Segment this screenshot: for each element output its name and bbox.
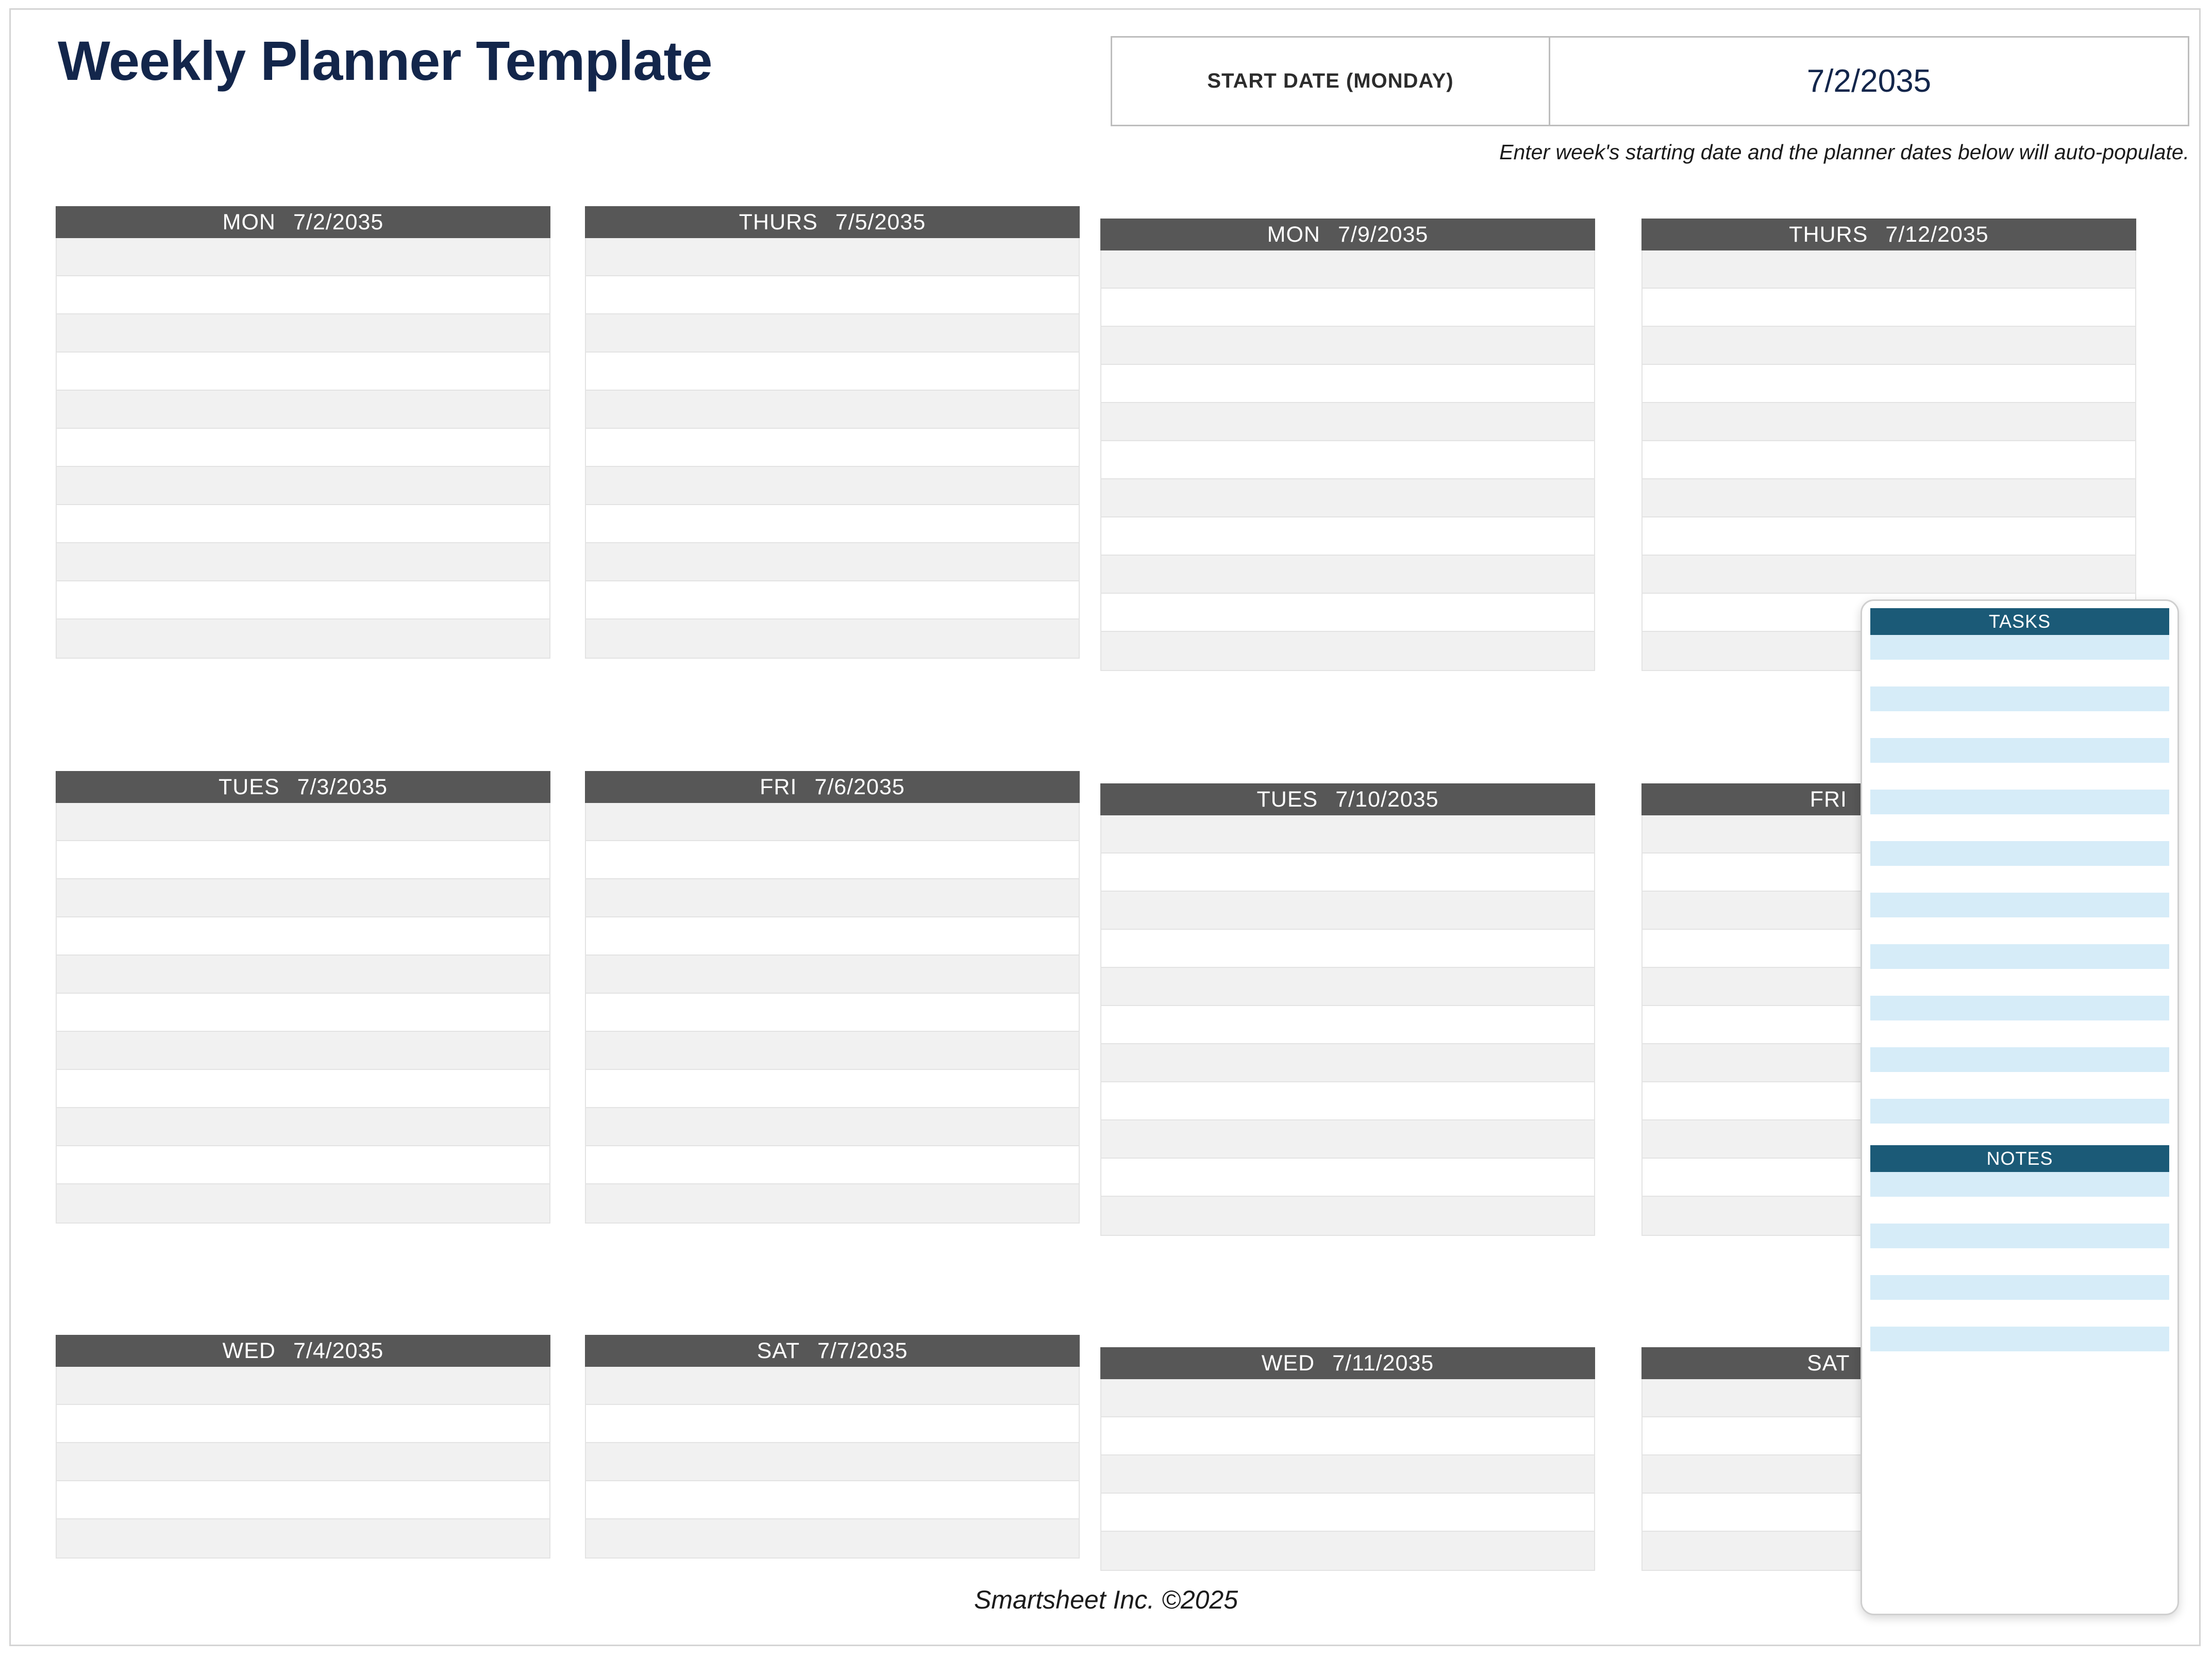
day-block (585, 206, 1080, 659)
day-entry-row[interactable] (586, 994, 1079, 1032)
task-row[interactable] (1870, 661, 2169, 686)
day-block (56, 206, 550, 659)
task-row[interactable] (1870, 841, 2169, 867)
day-entry-row[interactable] (57, 1184, 549, 1222)
task-row[interactable] (1870, 738, 2169, 764)
day-entry-row[interactable] (1101, 594, 1594, 632)
tasks-header: TASKS (1870, 608, 2169, 635)
task-row[interactable] (1870, 790, 2169, 815)
footer-credit: Smartsheet Inc. ©2025 (974, 1585, 1238, 1614)
day-entry-row[interactable] (586, 353, 1079, 391)
day-block (1100, 783, 1595, 1236)
task-row[interactable] (1870, 686, 2169, 712)
day-entry-row[interactable] (586, 238, 1079, 276)
page-title: Weekly Planner Template (58, 29, 712, 92)
day-entry-row[interactable] (1643, 479, 2135, 517)
task-row[interactable] (1870, 1099, 2169, 1125)
day-entry-row[interactable] (586, 505, 1079, 543)
day-entry-row[interactable] (1101, 1532, 1594, 1570)
day-entry-row[interactable] (57, 1032, 549, 1070)
day-entry-row[interactable] (586, 956, 1079, 994)
note-row[interactable] (1870, 1224, 2169, 1249)
day-entry-row[interactable] (586, 619, 1079, 658)
notes-rows[interactable] (1870, 1172, 2169, 1352)
day-entry-row[interactable] (57, 1108, 549, 1146)
day-entry-row[interactable] (57, 429, 549, 467)
day-entry-row[interactable] (1101, 1455, 1594, 1494)
note-row[interactable] (1870, 1172, 2169, 1198)
day-header (1641, 219, 2136, 250)
day-entry-row[interactable] (586, 1184, 1079, 1222)
day-entry-row[interactable] (57, 879, 549, 917)
day-entry-row[interactable] (57, 505, 549, 543)
task-row[interactable] (1870, 1073, 2169, 1099)
day-header (585, 1335, 1080, 1367)
day-entry-row[interactable] (586, 1481, 1079, 1519)
day-block (56, 771, 550, 1224)
start-date-input[interactable]: 7/2/2035 (1806, 63, 1932, 99)
task-row[interactable] (1870, 944, 2169, 970)
day-entry-row[interactable] (1643, 327, 2135, 365)
tasks-rows[interactable] (1870, 635, 2169, 1125)
day-entry-row[interactable] (1101, 1417, 1594, 1455)
day-entry-row[interactable] (57, 956, 549, 994)
day-entry-row[interactable] (586, 391, 1079, 429)
start-date-box (1111, 36, 2189, 126)
task-row[interactable] (1870, 1047, 2169, 1073)
day-entry-row[interactable] (57, 1443, 549, 1481)
day-entry-row[interactable] (1101, 632, 1594, 670)
day-entry-row[interactable] (586, 429, 1079, 467)
day-name: MON (1267, 222, 1320, 247)
day-entry-row[interactable] (57, 841, 549, 879)
task-row[interactable] (1870, 1021, 2169, 1047)
day-entry-row[interactable] (1643, 517, 2135, 556)
day-header (1100, 219, 1595, 250)
day-entry-row[interactable] (586, 1070, 1079, 1108)
day-entry-row[interactable] (586, 1367, 1079, 1405)
day-date: 7/10/2035 (1335, 786, 1439, 812)
notes-header: NOTES (1870, 1145, 2169, 1172)
day-date: 7/12/2035 (1885, 222, 1989, 247)
day-entry-row[interactable] (1643, 441, 2135, 479)
day-entry-row[interactable] (57, 1519, 549, 1557)
day-entry-row[interactable] (1101, 479, 1594, 517)
day-entry-row[interactable] (1101, 1006, 1594, 1044)
task-row[interactable] (1870, 893, 2169, 918)
day-name: MON (222, 209, 276, 235)
day-name: FRI (1809, 786, 1847, 812)
day-entry-row[interactable] (57, 581, 549, 619)
day-entry-rows (585, 238, 1080, 659)
day-entry-row[interactable] (1101, 517, 1594, 556)
day-header (1100, 1347, 1595, 1379)
day-entry-row[interactable] (586, 581, 1079, 619)
day-header (56, 1335, 550, 1367)
day-entry-rows (585, 803, 1080, 1224)
day-header (585, 206, 1080, 238)
day-entry-rows (56, 803, 550, 1224)
day-entry-row[interactable] (586, 314, 1079, 353)
day-entry-row[interactable] (57, 543, 549, 581)
task-row[interactable] (1870, 996, 2169, 1021)
day-entry-row[interactable] (57, 1070, 549, 1108)
day-name: THURS (739, 209, 818, 235)
day-entry-row[interactable] (1101, 892, 1594, 930)
day-entry-row[interactable] (1101, 441, 1594, 479)
day-entry-rows (585, 1367, 1080, 1559)
task-row[interactable] (1870, 635, 2169, 661)
day-entry-row[interactable] (1101, 250, 1594, 289)
start-date-label: START DATE (MONDAY) (1112, 38, 1550, 125)
day-entry-row[interactable] (1101, 403, 1594, 441)
day-entry-row[interactable] (1101, 815, 1594, 853)
day-date: 7/4/2035 (293, 1338, 384, 1363)
day-entry-row[interactable] (1101, 1082, 1594, 1120)
day-entry-row[interactable] (586, 917, 1079, 956)
day-entry-row[interactable] (57, 276, 549, 314)
day-block (1100, 1347, 1595, 1571)
day-name: WED (222, 1338, 276, 1363)
day-entry-row[interactable] (1101, 1159, 1594, 1197)
day-entry-row[interactable] (57, 391, 549, 429)
panel-spacer (1870, 1125, 2169, 1145)
day-entry-row[interactable] (1101, 1197, 1594, 1235)
day-entry-row[interactable] (586, 1032, 1079, 1070)
tasks-notes-panel (1861, 599, 2179, 1615)
day-header (585, 771, 1080, 803)
day-entry-row[interactable] (1101, 1379, 1594, 1417)
task-row[interactable] (1870, 712, 2169, 738)
day-entry-row[interactable] (57, 1405, 549, 1443)
day-name: SAT (1807, 1350, 1850, 1376)
day-entry-row[interactable] (57, 994, 549, 1032)
task-row[interactable] (1870, 815, 2169, 841)
day-entry-row[interactable] (57, 238, 549, 276)
day-entry-row[interactable] (1101, 556, 1594, 594)
day-entry-row[interactable] (586, 1519, 1079, 1557)
task-row[interactable] (1870, 867, 2169, 893)
day-entry-rows (1100, 815, 1595, 1236)
day-name: SAT (757, 1338, 800, 1363)
day-entry-row[interactable] (1643, 556, 2135, 594)
day-block (56, 1335, 550, 1559)
day-date: 7/7/2035 (817, 1338, 908, 1363)
day-date: 7/3/2035 (297, 774, 388, 799)
day-entry-row[interactable] (57, 917, 549, 956)
day-entry-row[interactable] (1643, 250, 2135, 289)
day-entry-row[interactable] (586, 1405, 1079, 1443)
start-date-hint: Enter week's starting date and the planner dates below will auto-populate. (1499, 140, 2189, 164)
day-entry-row[interactable] (57, 619, 549, 658)
day-entry-row[interactable] (1101, 1494, 1594, 1532)
day-entry-row[interactable] (586, 841, 1079, 879)
day-entry-row[interactable] (1643, 289, 2135, 327)
day-entry-rows (1100, 250, 1595, 671)
day-entry-row[interactable] (586, 276, 1079, 314)
task-row[interactable] (1870, 970, 2169, 996)
day-entry-row[interactable] (57, 467, 549, 505)
day-entry-row[interactable] (57, 1146, 549, 1184)
day-date: 7/5/2035 (835, 209, 926, 235)
note-row[interactable] (1870, 1275, 2169, 1301)
day-name: TUES (1256, 786, 1318, 812)
day-entry-row[interactable] (1101, 968, 1594, 1006)
day-date: 7/2/2035 (293, 209, 384, 235)
day-entry-row[interactable] (586, 1108, 1079, 1146)
day-date: 7/11/2035 (1332, 1350, 1434, 1376)
day-name: THURS (1789, 222, 1868, 247)
day-entry-row[interactable] (57, 314, 549, 353)
day-header (56, 771, 550, 803)
day-entry-row[interactable] (57, 353, 549, 391)
day-entry-row[interactable] (1643, 365, 2135, 403)
day-entry-row[interactable] (1101, 853, 1594, 892)
day-name: FRI (760, 774, 797, 799)
day-entry-row[interactable] (1101, 1044, 1594, 1082)
day-entry-row[interactable] (586, 803, 1079, 841)
day-entry-row[interactable] (1101, 930, 1594, 968)
day-entry-row[interactable] (1101, 365, 1594, 403)
day-entry-row[interactable] (57, 803, 549, 841)
day-block (585, 1335, 1080, 1559)
day-name: TUES (218, 774, 280, 799)
day-entry-row[interactable] (586, 1443, 1079, 1481)
day-entry-rows (1100, 1379, 1595, 1571)
day-block (1100, 219, 1595, 671)
day-date: 7/6/2035 (814, 774, 905, 799)
note-row[interactable] (1870, 1301, 2169, 1327)
task-row[interactable] (1870, 764, 2169, 790)
task-row[interactable] (1870, 918, 2169, 944)
day-entry-row[interactable] (1101, 289, 1594, 327)
day-entry-row[interactable] (1643, 403, 2135, 441)
day-date: 7/9/2035 (1337, 222, 1429, 247)
day-entry-row[interactable] (586, 879, 1079, 917)
day-entry-rows (56, 1367, 550, 1559)
day-entry-row[interactable] (586, 543, 1079, 581)
day-entry-row[interactable] (1101, 1120, 1594, 1159)
day-header (56, 206, 550, 238)
day-entry-row[interactable] (57, 1481, 549, 1519)
day-entry-rows (56, 238, 550, 659)
day-entry-row[interactable] (586, 467, 1079, 505)
note-row[interactable] (1870, 1198, 2169, 1224)
note-row[interactable] (1870, 1327, 2169, 1352)
day-entry-row[interactable] (586, 1146, 1079, 1184)
day-name: WED (1261, 1350, 1315, 1376)
day-entry-row[interactable] (1101, 327, 1594, 365)
day-block (585, 771, 1080, 1224)
note-row[interactable] (1870, 1249, 2169, 1275)
day-entry-row[interactable] (57, 1367, 549, 1405)
day-header (1100, 783, 1595, 815)
